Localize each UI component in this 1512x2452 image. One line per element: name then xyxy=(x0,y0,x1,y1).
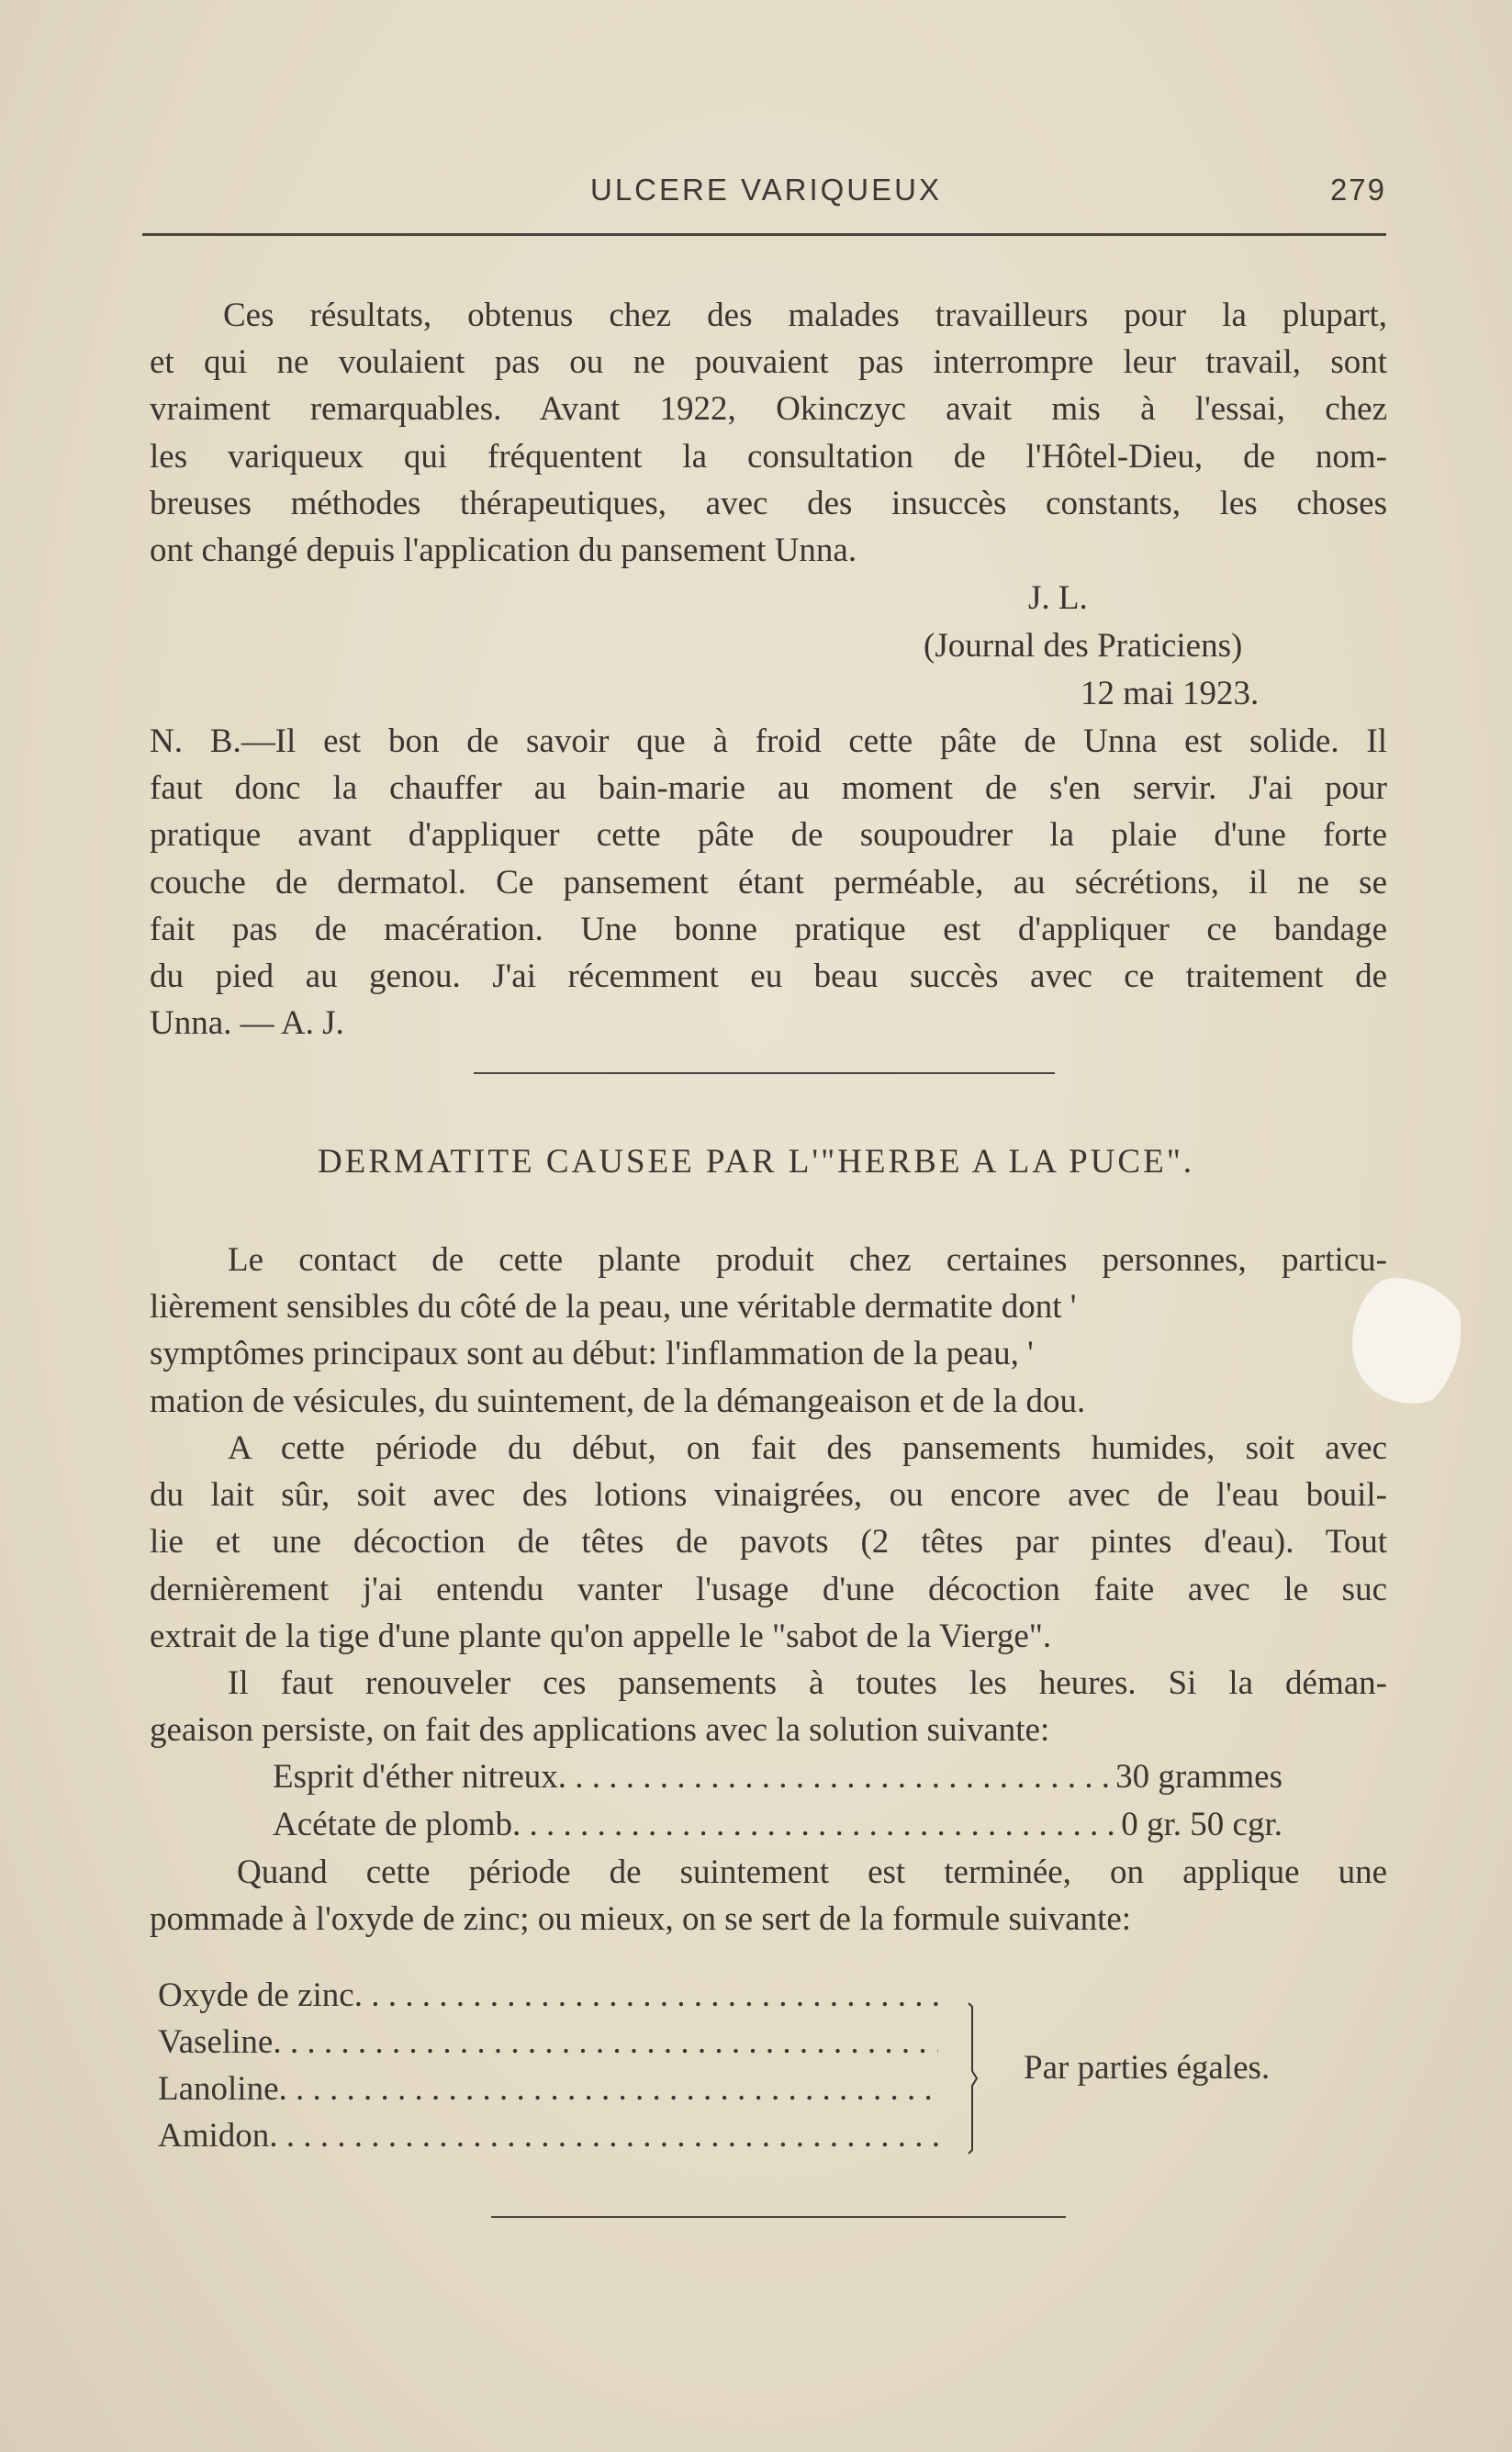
text-line: couche de dermatol. Ce pansement étant perméable, au sécrétions, il ne se xyxy=(150,863,1387,901)
citation-date: 12 mai 1923. xyxy=(1081,675,1260,712)
header-rule xyxy=(142,233,1386,236)
text-line: du pied au genou. J'ai récemment eu beau succès avec ce traitement de xyxy=(150,957,1387,996)
text-line: ont changé depuis l'application du pansement Unna. xyxy=(150,532,857,570)
signature: J. L. xyxy=(1028,579,1088,617)
leader-dots xyxy=(279,2066,938,2112)
grouping-brace xyxy=(967,2001,978,2155)
section-divider xyxy=(474,1072,1055,1074)
article2-paragraph-3 xyxy=(150,1660,1387,1753)
text-line: lie et une décoction de têtes de pavots (2 têtes par pintes d'eau). Tout xyxy=(150,1523,1387,1562)
formula-ingredient: Lanoline xyxy=(158,2070,279,2108)
text-line: Il faut renouveler ces pansements à toutes les heures. Si la déman- xyxy=(228,1664,1387,1702)
article2-paragraph-1 xyxy=(150,1237,1387,1425)
formula-note: Par parties égales. xyxy=(1024,2049,1271,2087)
leader-dots xyxy=(354,1972,938,2019)
text-line: Unna. — A. J. xyxy=(150,1004,344,1043)
formula-row xyxy=(158,2066,938,2112)
running-title: ULCERE VARIQUEUX xyxy=(590,173,942,207)
formula-ingredient: Oxyde de zinc xyxy=(158,1976,354,2014)
recipe-ingredient: Esprit d'éther nitreux xyxy=(273,1758,558,1796)
nb-paragraph xyxy=(150,718,1387,1047)
paper-damage-mark xyxy=(1345,1271,1464,1409)
source-citation: (Journal des Praticiens) xyxy=(924,627,1243,665)
leader-dots xyxy=(273,2019,938,2066)
text-line: Le contact de cette plante produit chez certaines personnes, particu- xyxy=(228,1241,1387,1279)
text-line: pratique avant d'appliquer cette pâte de soupoudrer la plaie d'une forte xyxy=(150,816,1387,855)
formula-row xyxy=(158,2019,938,2066)
text-line: Ces résultats, obtenus chez des malades travailleurs pour la plupart, xyxy=(223,297,1387,334)
text-line: symptômes principaux sont au début: l'inflammation de la peau, ' xyxy=(150,1335,1034,1373)
article1-paragraph xyxy=(150,292,1387,574)
text-line: faut donc la chauffer au bain-marie au moment de s'en servir. J'ai pour xyxy=(150,769,1387,808)
text-line: extrait de la tige d'une plante qu'on appelle le "sabot de la Vierge". xyxy=(150,1617,1052,1655)
text-line: lièrement sensibles du côté de la peau, une véritable dermatite dont ' xyxy=(150,1288,1077,1327)
formula-ingredient: Amidon xyxy=(158,2117,270,2155)
text-line: A cette période du début, on fait des pansements humides, soit avec xyxy=(228,1429,1387,1467)
text-line: vraiment remarquables. Avant 1922, Okinczyc avait mis à l'essai, chez xyxy=(150,390,1387,429)
formula-row xyxy=(158,1972,938,2019)
end-divider xyxy=(491,2216,1066,2218)
recipe-ingredient: Acétate de plomb xyxy=(273,1806,512,1843)
page-number: 279 xyxy=(1329,173,1386,207)
text-line: dernièrement j'ai entendu vanter l'usage d'une décoction faite avec le suc xyxy=(150,1570,1387,1608)
formula-ingredient: Vaseline xyxy=(158,2023,274,2061)
text-line: mation de vésicules, du suintement, de la démangeaison et de la dou. xyxy=(150,1382,1086,1420)
text-line: pommade à l'oxyde de zinc; ou mieux, on se sert de la formule suivante: xyxy=(150,1900,1132,1939)
leader-dots xyxy=(512,1801,1121,1848)
article2-paragraph-4 xyxy=(150,1849,1387,1943)
leader-dots xyxy=(558,1753,1115,1800)
recipe-row xyxy=(273,1753,1282,1800)
text-line: Quand cette période de suintement est terminée, on applique une xyxy=(237,1853,1387,1891)
leader-dots xyxy=(269,2112,938,2159)
recipe-row xyxy=(273,1801,1282,1848)
text-line: les variqueux qui fréquentent la consultation de l'Hôtel-Dieu, de nom- xyxy=(150,437,1387,476)
text-line: geaison persiste, on fait des applications avec la solution suivante: xyxy=(150,1711,1050,1750)
text-line: N. B.—Il est bon de savoir que à froid cette pâte de Unna est solide. Il xyxy=(150,722,1387,760)
recipe-dose: 30 grammes xyxy=(1115,1758,1282,1796)
text-line: du lait sûr, soit avec des lotions vinaigrées, ou encore avec de l'eau bouil- xyxy=(150,1476,1387,1515)
article2-paragraph-2 xyxy=(150,1425,1387,1660)
recipe-dose: 0 gr. 50 cgr. xyxy=(1121,1806,1282,1843)
text-line: et qui ne voulaient pas ou ne pouvaient pas interrompre leur travail, sont xyxy=(150,343,1387,382)
text-line: fait pas de macération. Une bonne pratique est d'appliquer ce bandage xyxy=(150,910,1387,948)
article-title: DERMATITE CAUSEE PAR L'"HERBE A LA PUCE". xyxy=(317,1143,1195,1181)
page-header xyxy=(142,173,1386,218)
text-line: breuses méthodes thérapeutiques, avec des insuccès constants, les choses xyxy=(150,484,1387,522)
formula-row xyxy=(158,2112,938,2159)
